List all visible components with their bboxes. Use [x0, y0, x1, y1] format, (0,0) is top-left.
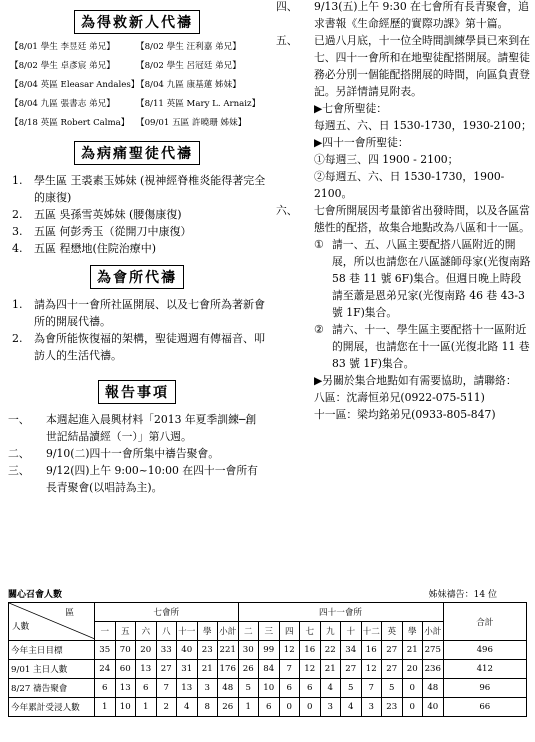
cell-value: 7: [361, 679, 382, 698]
report-body: 9/12(四)上午 9:00~10:00 在四十一會所有長青聚會(以唱詩為主)。: [46, 464, 258, 494]
cell-value: 27: [341, 660, 362, 679]
reports-heading: 報告事項: [98, 380, 176, 404]
cell-value: 6: [279, 679, 300, 698]
item-number: 1.: [12, 298, 23, 311]
schedule-line: ▶七會所聖徒：: [314, 102, 388, 115]
cell-value: 13: [177, 679, 198, 698]
cell-value: 13: [136, 660, 157, 679]
newcomer-entry: 【8/04 九區 康基蓮 姊妹】: [136, 80, 241, 90]
cell-value: 16: [300, 641, 321, 660]
cell-value: 27: [156, 660, 177, 679]
table-corner-header: [9, 603, 95, 641]
cell-value: 27: [382, 641, 403, 660]
attendance-section: [8, 588, 527, 717]
table-row: [9, 660, 527, 679]
district-col-7: 八: [156, 622, 177, 641]
cell-value: 33: [156, 641, 177, 660]
report-item: [8, 462, 266, 496]
left-column: [8, 0, 266, 496]
district-col-7: 五: [115, 622, 136, 641]
newcomer-entry: 【8/11 英區 Mary L. Arnaiz】: [136, 99, 261, 109]
district-col-7: 學: [197, 622, 218, 641]
cell-value: 40: [177, 641, 198, 660]
row-label: 9/01 主日人數: [9, 660, 95, 679]
attendance-body: [9, 641, 527, 717]
item-text: 為會所能恢復福的架構，聖徒週週有傳福音、叩訪人的生活代禱。: [34, 332, 265, 362]
cell-value: 5: [238, 679, 259, 698]
newcomer-row: [10, 114, 266, 133]
row-label: 今年累計受浸人數: [9, 698, 95, 717]
newcomer-row: [10, 38, 266, 57]
right-column: [276, 0, 532, 423]
cell-value: 16: [361, 641, 382, 660]
cell-value: 60: [115, 660, 136, 679]
contact-line: ▶另關於集合地點如有需要協助，請聯絡：: [314, 374, 517, 387]
report-item: [276, 202, 532, 423]
report-item: [8, 411, 266, 445]
cell-value: 24: [95, 660, 116, 679]
item-number: 2.: [12, 332, 23, 345]
district-col-41: 小計: [423, 622, 444, 641]
attendance-table: [8, 602, 527, 717]
cell-value: 1: [136, 698, 157, 717]
newcomer-entry: 【8/02 學生 卓彥宸 弟兄】: [10, 61, 115, 71]
meeting-number: ①: [314, 238, 324, 251]
cell-value: 48: [218, 679, 239, 698]
cell-value: 34: [341, 641, 362, 660]
district-col-41: 三: [259, 622, 280, 641]
cell-value: 3: [361, 698, 382, 717]
cell-value: 27: [382, 660, 403, 679]
cell-value: 7: [279, 660, 300, 679]
district-col-41: 四: [279, 622, 300, 641]
cell-value: 1: [238, 698, 259, 717]
church-list: [8, 296, 266, 364]
row-total: 412: [443, 660, 526, 679]
cell-value: 99: [259, 641, 280, 660]
header-people: 人數: [12, 622, 30, 632]
district-col-7: 十一: [177, 622, 198, 641]
cell-value: 48: [423, 679, 444, 698]
cell-value: 221: [218, 641, 239, 660]
cell-value: 31: [177, 660, 198, 679]
report-text: [46, 445, 266, 462]
cell-value: 30: [238, 641, 259, 660]
district-col-7: 一: [95, 622, 116, 641]
district-col-41: 十二: [361, 622, 382, 641]
item-text: 五區 程懋地(住院治療中): [34, 242, 157, 255]
cell-value: 26: [238, 660, 259, 679]
cell-value: 2: [156, 698, 177, 717]
sick-list: [8, 172, 266, 257]
cell-value: 23: [382, 698, 403, 717]
cell-value: 21: [402, 641, 423, 660]
cell-value: 10: [259, 679, 280, 698]
hall41-header: 四十一會所: [238, 603, 443, 622]
report-number: 二、: [8, 447, 30, 460]
newcomer-entry: 【8/04 英區 Eleasar Andales】: [10, 80, 140, 90]
schedule-line: ②每週五、六、日 1530-1730，1900-2100。: [314, 170, 505, 200]
reports-list-left: [8, 411, 266, 496]
report-text: [314, 202, 532, 423]
report-body: 七會所開展因考量節省出發時間，以及各區當態性的配搭，故集合地點改為八區和十一區。: [314, 204, 530, 234]
district-col-7: 小計: [218, 622, 239, 641]
contact-line: 十一區：梁均銘弟兄(0933-805-847): [314, 408, 496, 421]
schedule-line: ▶四十一會所聖徒：: [314, 136, 409, 149]
cell-value: 12: [279, 641, 300, 660]
report-item: [8, 445, 266, 462]
newcomer-entry: 【8/02 學生 呂冠廷 弟兄】: [136, 61, 241, 71]
cell-value: 1: [95, 698, 116, 717]
cell-value: 20: [136, 641, 157, 660]
cell-value: 10: [115, 698, 136, 717]
cell-value: 21: [197, 660, 218, 679]
cell-value: 26: [218, 698, 239, 717]
cell-value: 6: [300, 679, 321, 698]
cell-value: 0: [402, 679, 423, 698]
cell-value: 4: [177, 698, 198, 717]
cell-value: 84: [259, 660, 280, 679]
cell-value: 5: [382, 679, 403, 698]
list-item: [8, 330, 266, 364]
item-text: 五區 何彭秀玉（從開刀中康復）: [34, 225, 192, 238]
cell-value: 0: [300, 698, 321, 717]
contact-line: 八區：沈壽恒弟兄(0922-075-511): [314, 391, 485, 404]
total-header: 合計: [443, 603, 526, 641]
cell-value: 4: [341, 698, 362, 717]
row-total: 66: [443, 698, 526, 717]
report-text: [314, 32, 532, 202]
cell-value: 4: [320, 679, 341, 698]
cell-value: 6: [95, 679, 116, 698]
cell-value: 22: [320, 641, 341, 660]
district-col-41: 七: [300, 622, 321, 641]
cell-value: 35: [95, 641, 116, 660]
meeting-number: ②: [314, 323, 324, 336]
cell-value: 12: [361, 660, 382, 679]
report-text: [46, 411, 266, 445]
cell-value: 5: [341, 679, 362, 698]
newcomer-entry: 【8/18 英區 Robert Calma】: [10, 118, 130, 128]
cell-value: 0: [279, 698, 300, 717]
report-number: 五、: [276, 34, 298, 47]
meeting-point: [314, 321, 532, 372]
cell-value: 13: [115, 679, 136, 698]
report-body: 9/13(五)上午 9:30 在七會所有長青聚會，追求書報《生命經歷的實際功課》第十篇。: [314, 0, 529, 30]
newcomer-entry: 【09/01 五區 許曉珊 姊妹】: [136, 118, 247, 128]
item-number: 1.: [12, 174, 23, 187]
newcomer-entry: 【8/04 九區 張書志 弟兄】: [10, 99, 115, 109]
meeting-text: 請六、十一、學生區主要配搭十一區附近的開展，也請您在十一區(光復北路 11 巷 83 號 1F)集合。: [332, 323, 530, 370]
report-item: [276, 32, 532, 202]
schedule-line: 每週五、六、日 1530-1730，1930-2100；: [314, 119, 532, 132]
report-body: 已過八月底，十一位全時間訓練學員已來到在七、四十一會所和在地聖徒配搭開展。請聖徒務必分別一個能配搭開展的時間，向區負責登記。另詳情請見附表。: [314, 34, 530, 98]
newcomer-row: [10, 57, 266, 76]
report-number: 六、: [276, 204, 298, 217]
item-number: 4.: [12, 242, 23, 255]
cell-value: 275: [423, 641, 444, 660]
table-row: [9, 641, 527, 660]
row-label: 8/27 禱告聚會: [9, 679, 95, 698]
district-col-41: 九: [320, 622, 341, 641]
row-label: 今年主日目標: [9, 641, 95, 660]
reports-list-right: [276, 0, 532, 423]
list-item: [8, 206, 266, 223]
list-item: [8, 223, 266, 240]
header-district: 區: [65, 608, 74, 618]
sisters-prayer-count: 姊妹禱告：14 位: [428, 590, 497, 600]
cell-value: 20: [402, 660, 423, 679]
cell-value: 12: [300, 660, 321, 679]
report-number: 四、: [276, 0, 298, 13]
cell-value: 3: [197, 679, 218, 698]
district-col-7: 六: [136, 622, 157, 641]
district-col-41: 學: [402, 622, 423, 641]
newcomer-row: [10, 95, 266, 114]
item-text: 學生區 王裘素玉姊妹 (視神經脊椎炎能得著完全的康復): [34, 174, 266, 204]
district-col-41: 二: [238, 622, 259, 641]
cell-value: 3: [320, 698, 341, 717]
report-text: [314, 0, 532, 32]
district-col-41: 十: [341, 622, 362, 641]
cell-value: 6: [136, 679, 157, 698]
row-total: 496: [443, 641, 526, 660]
list-item: [8, 172, 266, 206]
table-row: [9, 698, 527, 717]
cell-value: 70: [115, 641, 136, 660]
table-row: [9, 679, 527, 698]
report-number: 一、: [8, 413, 30, 426]
newcomer-entry: 【8/02 學生 汪利嘉 弟兄】: [136, 42, 241, 52]
newcomer-entry: 【8/01 學生 李昱廷 弟兄】: [10, 42, 115, 52]
newcomers-list: [8, 38, 266, 133]
cell-value: 8: [197, 698, 218, 717]
meeting-text: 請一、五、八區主要配搭八區附近的開展，所以也請您在八區謎師母家(光復南路 58 巷 11 號 6F)集合。但週日晚上時段請至蕭是恩弟兄家(光復南路 46 巷 43-3 號 1F)集合。: [332, 238, 531, 319]
cell-value: 236: [423, 660, 444, 679]
attendance-title: 關心召會人數: [8, 590, 63, 600]
newcomers-heading: 為得救新人代禱: [74, 10, 200, 34]
report-body: 本週起進入晨興材料「2013 年夏季訓練─創世記結晶讀經（一）」第八週。: [46, 413, 257, 443]
row-total: 96: [443, 679, 526, 698]
cell-value: 23: [197, 641, 218, 660]
list-item: [8, 240, 266, 257]
hall7-header: 七會所: [95, 603, 239, 622]
report-text: [46, 462, 266, 496]
item-number: 2.: [12, 208, 23, 221]
report-body: 9/10(二)四十一會所集中禱告聚會。: [46, 447, 220, 460]
sick-heading: 為病痛聖徒代禱: [74, 141, 200, 165]
report-number: 三、: [8, 464, 30, 477]
item-number: 3.: [12, 225, 23, 238]
report-item: [276, 0, 532, 32]
cell-value: 40: [423, 698, 444, 717]
cell-value: 176: [218, 660, 239, 679]
schedule-line: ①每週三、四 1900 - 2100；: [314, 153, 459, 166]
newcomer-row: [10, 76, 266, 95]
item-text: 五區 吳孫雪英姊妹 (腰傷康復): [34, 208, 182, 221]
meeting-point: [314, 236, 532, 321]
cell-value: 21: [320, 660, 341, 679]
cell-value: 6: [259, 698, 280, 717]
list-item: [8, 296, 266, 330]
district-col-41: 英: [382, 622, 403, 641]
item-text: 請為四十一會所社區開展、以及七會所為著新會所的開展代禱。: [34, 298, 265, 328]
church-heading: 為會所代禱: [90, 265, 184, 289]
cell-value: 7: [156, 679, 177, 698]
cell-value: 0: [402, 698, 423, 717]
